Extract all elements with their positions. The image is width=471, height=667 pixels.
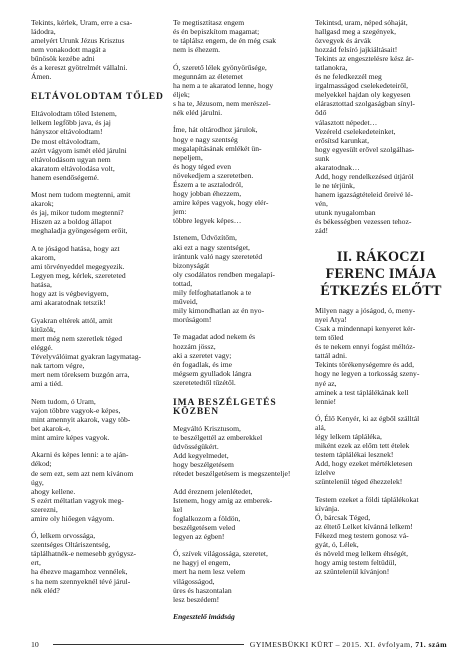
prayer-paragraph: Ó, lelkem orvossága, szentséges Oltáriszentség, táplálhatnék-e nemesebb gyógysz- ert, ha éhezve magamhoz vennélek, s ha nem szennyeknél tévé járul- nék eléd? — [31, 531, 137, 595]
prayer-paragraph: Add éreznem jelenlétedet, Istenem, hogy amíg az emberek- kel foglalkozom a földön, beszélgetésem veled legyen az égben! — [173, 486, 273, 541]
prayer-paragraph: Tekintsd, uram, néped sóhaját, hallgasd meg a szegények, özvegyek és árvák hozzád felsíró jajkiáltásait! Tekints az engesztelésre kész ár- tatlanokra, és ne feledkezzél meg irgalmasságod cselekedeteiről, melyekkel hajdan oly kegyesen elárasztottad szolgaságban sínyl- ődő választott népedet… Vezéreld cselekedeteinket, erősítsd karunkat, hogy egyesült erővel szolgálhas- sunk akaratodnak… Add, hogy rendelkezésed útjáról le ne térjünk, hanem igazságtételeid őreivé lé- vén, utunk nyugalomban és békességben vezessen tehoz- zád! — [315, 18, 415, 236]
footer-rule — [53, 644, 244, 645]
prayer-paragraph: Te megtisztítasz engem és én bepiszkítom magamat; te táplálsz engem, de én még csak nem is éhezem. — [173, 18, 277, 55]
article-title: II. RÁKOCZI FERENC IMÁJA ÉTKEZÉS ELŐTT — [320, 249, 442, 300]
journal-name: GYIMESBÜKKI KÜRT – 2015. XI. évfolyam, — [249, 639, 416, 649]
page-footer — [31, 638, 447, 650]
column-middle — [173, 18, 307, 630]
prayer-paragraph: Eltávolodtam tőled Istenem, lelkem legfőbb java, és jaj hányszor eltávolodtam! De most eltávolodtam, azért vágyom ismét eléd járulni eltávolodásom ugyan nem akaratom eltávolodása volt, hanem esendőségemé. — [31, 109, 127, 182]
section-heading: ELTÁVOLODTAM TŐLED — [31, 92, 164, 103]
prayer-paragraph: Testem ezeket a földi táplálékokat kívánja. Ó, bárcsak Téged, az éltető Lelket kívánná lelkem! Fékezd meg testem gonosz vá- gyát, ó, Lélek, és növeld meg lelkem éhségét, hogy amig testem feltüdül, az szüntelenül kívánjon! — [315, 495, 419, 577]
journal-info — [250, 640, 447, 649]
attribution: Engesztelő imádság — [173, 612, 235, 622]
prayer-paragraph: Ó, szívek világossága, szeretet, ne hagyj el engem, mert ha nem lesz velem világosságod, üres és haszontalan lesz beszédem! — [173, 549, 268, 604]
column-right — [315, 18, 447, 585]
prayer-paragraph: Íme, hát oltárodhoz járulok, hogy e nagy szentség megalapításának emlékét ün- nepeljem, és hogy téged even növekedjem a szeretetben. Észem a te asztalodról, hogy jobban éhezzem, amire képes vagyok, hogy elér- jem: többre legyek képes… — [173, 125, 269, 225]
prayer-paragraph: Te magadat adod nekem és hozzám jössz, aki a szeretet vagy; én fogadlak, és ime mégsem gyulladok lángra szeretetedtől tűzétől. — [173, 332, 256, 387]
column-left — [31, 18, 167, 603]
page-number: 10 — [31, 639, 39, 649]
prayer-paragraph: Milyen nagy a jóságod, ó, meny- nyei Atya! Csak a mindennapi kenyeret kér- tem tőled és te nekem ennyi fogást méltóz- tattál adni. Tekints törékenységemre és add, hogy ne legyen a torkosság szeny- nyé az, aminek a test táplálékának kell lennie! — [315, 306, 420, 406]
prayer-paragraph: Gyakran eltérek attól, amit kitűzök, mert még nem szeretlek téged eléggé. Tévelyválóimat gyakran lagymatag- nak tartom végre, mert nem töreksem buzgón arra, ami a tiéd. — [31, 315, 142, 389]
prayer-paragraph: A te jóságod hatása, hogy azt akarom, ami törvényeddel megegyezik. Legyen meg, kérlek, szereteted hatása, hogy azt is végbevigyem, ami akaratodnak tetszik! — [31, 243, 126, 308]
prayer-paragraph: Most nem tudom megtenni, amit akarok; és jaj, mikor tudom megtenni? Hiszen az a boldog állapot meghaladja gyöngeségem erőit, — [31, 190, 131, 236]
issue-number: 71. szám — [415, 639, 447, 649]
prayer-paragraph: Akarni és képes lenni: a te aján- dékod; de sem ezt, sem azt nem kívánom úgy, ahogy kellene. S ezért méltatlan vagyok meg- szerezni, amire oly hiőegen vágyom. — [31, 450, 134, 523]
prayer-paragraph: Ó, Élő Kenyér, ki az égből szálltál alá, légy lelkem tápláléka, miként ezek az előm tett ételek testem táplálékai lesznek! Add, hogy ezeket mértékletesen ízlelve szüntelenül téged éhezzelek! — [315, 414, 420, 487]
prayer-paragraph: Istenem, Üdvözítőm, aki ezt a nagy szentséget, irántunk való nagy szeretetéd bizonyságát oly csodálatos rendben megalapí- tottad, mily felfoghatatlanok a te műveid, mily kimondhatlan az én nyo- morúságom! — [173, 233, 275, 324]
section-heading: IMA BESZÉLGETÉS KÖZBEN — [173, 397, 277, 417]
prayer-paragraph: Nem tudom, ó Uram, vajon többre vagyok-e képes, mint amennyit akarok, vagy töb- bet akarok-e, mint amire képes vagyok. — [31, 396, 131, 442]
prayer-paragraph: Megváltó Krisztusom, te beszélgettél az emberekkel üdvösségükért. Add kegyelmedet, hogy beszélgetésem rétedet beszélgetésem is megszentelje! — [173, 423, 291, 479]
prayer-paragraph: Tekints, kérlek, Uram, erre a csa- ládodra, amelyért Urunk Jézus Krisztus nem vonakodott magát a bűnösök kezébe adni és a kereszt gyötrelmét vállalni. Ámen. — [31, 18, 133, 82]
prayer-paragraph: Ó, szerető lélek gyönyörűsége, megunnám az életemet ha nem a te akaratod lenne, hogy éljek; s ha te, Jézusom, nem merészel- nék eléd járulni. — [173, 62, 274, 117]
